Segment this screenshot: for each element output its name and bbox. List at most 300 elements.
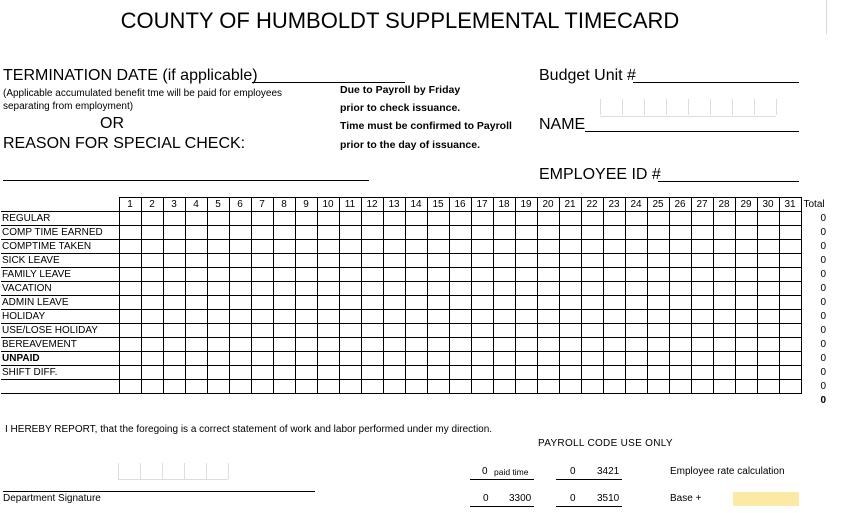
- hours-cell-day-4[interactable]: [185, 240, 207, 254]
- hours-cell-day-14[interactable]: [405, 282, 427, 296]
- hours-cell-day-23[interactable]: [603, 296, 625, 310]
- hours-cell-day-30[interactable]: [757, 254, 779, 268]
- hours-cell-day-11[interactable]: [339, 296, 361, 310]
- hours-cell-day-3[interactable]: [163, 352, 185, 366]
- hours-cell-day-6[interactable]: [229, 366, 251, 380]
- hours-cell-day-27[interactable]: [691, 380, 713, 394]
- hours-cell-day-3[interactable]: [163, 338, 185, 352]
- hours-cell-day-29[interactable]: [735, 380, 757, 394]
- hours-cell-day-26[interactable]: [669, 226, 691, 240]
- hours-cell-day-25[interactable]: [647, 212, 669, 226]
- hours-cell-day-16[interactable]: [449, 310, 471, 324]
- hours-cell-day-15[interactable]: [427, 240, 449, 254]
- hours-cell-day-6[interactable]: [229, 310, 251, 324]
- budget-unit-field[interactable]: [633, 67, 799, 83]
- hours-cell-day-8[interactable]: [273, 338, 295, 352]
- hours-cell-day-18[interactable]: [493, 310, 515, 324]
- hours-cell-day-19[interactable]: [515, 310, 537, 324]
- hours-cell-day-3[interactable]: [163, 380, 185, 394]
- hours-cell-day-8[interactable]: [273, 212, 295, 226]
- hours-cell-day-10[interactable]: [317, 226, 339, 240]
- hours-cell-day-17[interactable]: [471, 240, 493, 254]
- hours-cell-day-20[interactable]: [537, 254, 559, 268]
- hours-cell-day-8[interactable]: [273, 380, 295, 394]
- hours-cell-day-6[interactable]: [229, 212, 251, 226]
- hours-cell-day-21[interactable]: [559, 324, 581, 338]
- hours-cell-day-21[interactable]: [559, 296, 581, 310]
- hours-cell-day-29[interactable]: [735, 254, 757, 268]
- hours-cell-day-7[interactable]: [251, 226, 273, 240]
- hours-cell-day-6[interactable]: [229, 338, 251, 352]
- hours-cell-day-11[interactable]: [339, 282, 361, 296]
- hours-cell-day-28[interactable]: [713, 282, 735, 296]
- hours-cell-day-31[interactable]: [779, 226, 801, 240]
- hours-cell-day-28[interactable]: [713, 324, 735, 338]
- hours-cell-day-7[interactable]: [251, 366, 273, 380]
- hours-cell-day-22[interactable]: [581, 226, 603, 240]
- employee-id-field[interactable]: [658, 166, 799, 182]
- hours-cell-day-10[interactable]: [317, 352, 339, 366]
- hours-cell-day-3[interactable]: [163, 282, 185, 296]
- hours-cell-day-21[interactable]: [559, 366, 581, 380]
- hours-cell-day-21[interactable]: [559, 338, 581, 352]
- hours-cell-day-10[interactable]: [317, 310, 339, 324]
- hours-cell-day-21[interactable]: [559, 268, 581, 282]
- hours-cell-day-20[interactable]: [537, 324, 559, 338]
- hours-cell-day-29[interactable]: [735, 212, 757, 226]
- hours-cell-day-22[interactable]: [581, 268, 603, 282]
- hours-cell-day-6[interactable]: [229, 240, 251, 254]
- hours-cell-day-24[interactable]: [625, 380, 647, 394]
- hours-cell-day-2[interactable]: [141, 254, 163, 268]
- hours-cell-day-10[interactable]: [317, 338, 339, 352]
- hours-cell-day-31[interactable]: [779, 268, 801, 282]
- hours-cell-day-8[interactable]: [273, 296, 295, 310]
- hours-cell-day-24[interactable]: [625, 310, 647, 324]
- hours-cell-day-8[interactable]: [273, 240, 295, 254]
- hours-cell-day-23[interactable]: [603, 380, 625, 394]
- termination-date-field[interactable]: [252, 68, 405, 83]
- hours-cell-day-28[interactable]: [713, 296, 735, 310]
- hours-cell-day-3[interactable]: [163, 268, 185, 282]
- hours-cell-day-13[interactable]: [383, 296, 405, 310]
- hours-cell-day-29[interactable]: [735, 338, 757, 352]
- hours-cell-day-17[interactable]: [471, 254, 493, 268]
- hours-cell-day-14[interactable]: [405, 254, 427, 268]
- hours-cell-day-4[interactable]: [185, 212, 207, 226]
- hours-cell-day-9[interactable]: [295, 240, 317, 254]
- hours-cell-day-12[interactable]: [361, 352, 383, 366]
- hours-cell-day-25[interactable]: [647, 282, 669, 296]
- hours-cell-day-4[interactable]: [185, 324, 207, 338]
- hours-cell-day-9[interactable]: [295, 212, 317, 226]
- hours-cell-day-26[interactable]: [669, 310, 691, 324]
- hours-cell-day-14[interactable]: [405, 268, 427, 282]
- hours-cell-day-5[interactable]: [207, 380, 229, 394]
- hours-cell-day-28[interactable]: [713, 310, 735, 324]
- hours-cell-day-28[interactable]: [713, 352, 735, 366]
- hours-cell-day-13[interactable]: [383, 310, 405, 324]
- hours-cell-day-4[interactable]: [185, 310, 207, 324]
- hours-cell-day-7[interactable]: [251, 212, 273, 226]
- hours-cell-day-17[interactable]: [471, 296, 493, 310]
- hours-cell-day-16[interactable]: [449, 226, 471, 240]
- hours-cell-day-6[interactable]: [229, 268, 251, 282]
- hours-cell-day-15[interactable]: [427, 296, 449, 310]
- hours-cell-day-5[interactable]: [207, 352, 229, 366]
- hours-cell-day-11[interactable]: [339, 366, 361, 380]
- hours-cell-day-25[interactable]: [647, 380, 669, 394]
- hours-cell-day-15[interactable]: [427, 324, 449, 338]
- hours-cell-day-21[interactable]: [559, 380, 581, 394]
- hours-cell-day-23[interactable]: [603, 352, 625, 366]
- hours-cell-day-11[interactable]: [339, 240, 361, 254]
- hours-cell-day-30[interactable]: [757, 296, 779, 310]
- hours-cell-day-18[interactable]: [493, 254, 515, 268]
- hours-cell-day-17[interactable]: [471, 282, 493, 296]
- hours-cell-day-17[interactable]: [471, 226, 493, 240]
- hours-cell-day-15[interactable]: [427, 352, 449, 366]
- hours-cell-day-22[interactable]: [581, 366, 603, 380]
- hours-cell-day-13[interactable]: [383, 212, 405, 226]
- hours-cell-day-20[interactable]: [537, 296, 559, 310]
- hours-cell-day-5[interactable]: [207, 254, 229, 268]
- hours-cell-day-5[interactable]: [207, 338, 229, 352]
- hours-cell-day-13[interactable]: [383, 366, 405, 380]
- hours-cell-day-31[interactable]: [779, 254, 801, 268]
- hours-cell-day-14[interactable]: [405, 226, 427, 240]
- hours-cell-day-6[interactable]: [229, 324, 251, 338]
- hours-cell-day-19[interactable]: [515, 338, 537, 352]
- hours-cell-day-27[interactable]: [691, 240, 713, 254]
- hours-cell-day-1[interactable]: [119, 338, 141, 352]
- hours-cell-day-6[interactable]: [229, 226, 251, 240]
- hours-cell-day-27[interactable]: [691, 338, 713, 352]
- hours-cell-day-12[interactable]: [361, 226, 383, 240]
- hours-cell-day-24[interactable]: [625, 212, 647, 226]
- hours-cell-day-2[interactable]: [141, 366, 163, 380]
- hours-cell-day-19[interactable]: [515, 366, 537, 380]
- hours-cell-day-4[interactable]: [185, 282, 207, 296]
- hours-cell-day-28[interactable]: [713, 366, 735, 380]
- hours-cell-day-5[interactable]: [207, 226, 229, 240]
- hours-cell-day-22[interactable]: [581, 254, 603, 268]
- hours-cell-day-5[interactable]: [207, 324, 229, 338]
- hours-cell-day-10[interactable]: [317, 268, 339, 282]
- hours-cell-day-22[interactable]: [581, 380, 603, 394]
- hours-cell-day-29[interactable]: [735, 240, 757, 254]
- hours-cell-day-22[interactable]: [581, 282, 603, 296]
- hours-cell-day-9[interactable]: [295, 352, 317, 366]
- hours-cell-day-5[interactable]: [207, 268, 229, 282]
- hours-cell-day-25[interactable]: [647, 366, 669, 380]
- hours-cell-day-12[interactable]: [361, 296, 383, 310]
- hours-cell-day-24[interactable]: [625, 226, 647, 240]
- hours-cell-day-16[interactable]: [449, 282, 471, 296]
- hours-cell-day-1[interactable]: [119, 282, 141, 296]
- signature-field[interactable]: [3, 478, 315, 492]
- hours-cell-day-25[interactable]: [647, 240, 669, 254]
- hours-cell-day-22[interactable]: [581, 352, 603, 366]
- hours-cell-day-28[interactable]: [713, 254, 735, 268]
- hours-cell-day-20[interactable]: [537, 352, 559, 366]
- hours-cell-day-4[interactable]: [185, 296, 207, 310]
- hours-cell-day-20[interactable]: [537, 366, 559, 380]
- hours-cell-day-8[interactable]: [273, 254, 295, 268]
- hours-cell-day-10[interactable]: [317, 282, 339, 296]
- hours-cell-day-20[interactable]: [537, 212, 559, 226]
- hours-cell-day-8[interactable]: [273, 352, 295, 366]
- hours-cell-day-17[interactable]: [471, 380, 493, 394]
- hours-cell-day-1[interactable]: [119, 212, 141, 226]
- hours-cell-day-2[interactable]: [141, 226, 163, 240]
- hours-cell-day-24[interactable]: [625, 366, 647, 380]
- hours-cell-day-30[interactable]: [757, 366, 779, 380]
- hours-cell-day-18[interactable]: [493, 380, 515, 394]
- hours-cell-day-24[interactable]: [625, 352, 647, 366]
- hours-cell-day-15[interactable]: [427, 282, 449, 296]
- hours-cell-day-29[interactable]: [735, 310, 757, 324]
- hours-cell-day-25[interactable]: [647, 254, 669, 268]
- hours-cell-day-18[interactable]: [493, 352, 515, 366]
- hours-cell-day-10[interactable]: [317, 254, 339, 268]
- hours-cell-day-17[interactable]: [471, 338, 493, 352]
- hours-cell-day-19[interactable]: [515, 254, 537, 268]
- hours-cell-day-18[interactable]: [493, 296, 515, 310]
- hours-cell-day-31[interactable]: [779, 338, 801, 352]
- hours-cell-day-11[interactable]: [339, 324, 361, 338]
- hours-cell-day-12[interactable]: [361, 282, 383, 296]
- hours-cell-day-31[interactable]: [779, 380, 801, 394]
- hours-cell-day-8[interactable]: [273, 366, 295, 380]
- hours-cell-day-30[interactable]: [757, 240, 779, 254]
- hours-cell-day-10[interactable]: [317, 380, 339, 394]
- hours-cell-day-2[interactable]: [141, 380, 163, 394]
- hours-cell-day-1[interactable]: [119, 296, 141, 310]
- hours-cell-day-5[interactable]: [207, 282, 229, 296]
- hours-cell-day-16[interactable]: [449, 268, 471, 282]
- hours-cell-day-26[interactable]: [669, 296, 691, 310]
- hours-cell-day-19[interactable]: [515, 282, 537, 296]
- hours-cell-day-10[interactable]: [317, 296, 339, 310]
- hours-cell-day-4[interactable]: [185, 226, 207, 240]
- hours-cell-day-8[interactable]: [273, 282, 295, 296]
- hours-cell-day-11[interactable]: [339, 254, 361, 268]
- hours-cell-day-14[interactable]: [405, 352, 427, 366]
- hours-cell-day-17[interactable]: [471, 310, 493, 324]
- hours-cell-day-3[interactable]: [163, 324, 185, 338]
- hours-cell-day-16[interactable]: [449, 212, 471, 226]
- hours-cell-day-29[interactable]: [735, 282, 757, 296]
- hours-cell-day-17[interactable]: [471, 324, 493, 338]
- hours-cell-day-7[interactable]: [251, 282, 273, 296]
- hours-cell-day-14[interactable]: [405, 212, 427, 226]
- hours-cell-day-1[interactable]: [119, 310, 141, 324]
- hours-cell-day-13[interactable]: [383, 338, 405, 352]
- hours-cell-day-16[interactable]: [449, 240, 471, 254]
- hours-cell-day-7[interactable]: [251, 380, 273, 394]
- hours-cell-day-7[interactable]: [251, 268, 273, 282]
- hours-cell-day-12[interactable]: [361, 338, 383, 352]
- hours-cell-day-6[interactable]: [229, 380, 251, 394]
- hours-cell-day-6[interactable]: [229, 282, 251, 296]
- hours-cell-day-29[interactable]: [735, 268, 757, 282]
- hours-cell-day-16[interactable]: [449, 352, 471, 366]
- hours-cell-day-21[interactable]: [559, 240, 581, 254]
- hours-cell-day-28[interactable]: [713, 212, 735, 226]
- hours-cell-day-24[interactable]: [625, 296, 647, 310]
- hours-cell-day-25[interactable]: [647, 268, 669, 282]
- hours-cell-day-25[interactable]: [647, 226, 669, 240]
- hours-cell-day-12[interactable]: [361, 212, 383, 226]
- hours-cell-day-20[interactable]: [537, 240, 559, 254]
- hours-cell-day-13[interactable]: [383, 282, 405, 296]
- hours-cell-day-19[interactable]: [515, 352, 537, 366]
- hours-cell-day-16[interactable]: [449, 380, 471, 394]
- hours-cell-day-24[interactable]: [625, 282, 647, 296]
- hours-cell-day-9[interactable]: [295, 254, 317, 268]
- hours-cell-day-27[interactable]: [691, 226, 713, 240]
- hours-cell-day-13[interactable]: [383, 380, 405, 394]
- hours-cell-day-5[interactable]: [207, 296, 229, 310]
- hours-cell-day-12[interactable]: [361, 254, 383, 268]
- hours-cell-day-1[interactable]: [119, 366, 141, 380]
- hours-cell-day-24[interactable]: [625, 240, 647, 254]
- hours-cell-day-30[interactable]: [757, 282, 779, 296]
- hours-cell-day-13[interactable]: [383, 268, 405, 282]
- hours-cell-day-25[interactable]: [647, 310, 669, 324]
- hours-cell-day-22[interactable]: [581, 338, 603, 352]
- hours-cell-day-5[interactable]: [207, 310, 229, 324]
- hours-cell-day-9[interactable]: [295, 282, 317, 296]
- hours-cell-day-15[interactable]: [427, 338, 449, 352]
- hours-cell-day-14[interactable]: [405, 240, 427, 254]
- hours-cell-day-29[interactable]: [735, 296, 757, 310]
- hours-cell-day-10[interactable]: [317, 366, 339, 380]
- hours-cell-day-21[interactable]: [559, 226, 581, 240]
- hours-cell-day-26[interactable]: [669, 254, 691, 268]
- hours-cell-day-21[interactable]: [559, 352, 581, 366]
- hours-cell-day-14[interactable]: [405, 366, 427, 380]
- hours-cell-day-11[interactable]: [339, 226, 361, 240]
- hours-cell-day-26[interactable]: [669, 324, 691, 338]
- hours-cell-day-11[interactable]: [339, 352, 361, 366]
- hours-cell-day-31[interactable]: [779, 310, 801, 324]
- hours-cell-day-2[interactable]: [141, 240, 163, 254]
- hours-cell-day-29[interactable]: [735, 324, 757, 338]
- hours-cell-day-23[interactable]: [603, 254, 625, 268]
- hours-cell-day-12[interactable]: [361, 240, 383, 254]
- hours-cell-day-31[interactable]: [779, 212, 801, 226]
- hours-cell-day-16[interactable]: [449, 338, 471, 352]
- hours-cell-day-4[interactable]: [185, 366, 207, 380]
- hours-cell-day-26[interactable]: [669, 282, 691, 296]
- hours-cell-day-15[interactable]: [427, 212, 449, 226]
- hours-cell-day-18[interactable]: [493, 226, 515, 240]
- hours-cell-day-14[interactable]: [405, 380, 427, 394]
- hours-cell-day-3[interactable]: [163, 296, 185, 310]
- hours-cell-day-26[interactable]: [669, 240, 691, 254]
- hours-cell-day-30[interactable]: [757, 338, 779, 352]
- hours-cell-day-9[interactable]: [295, 324, 317, 338]
- hours-cell-day-22[interactable]: [581, 240, 603, 254]
- hours-cell-day-7[interactable]: [251, 240, 273, 254]
- hours-cell-day-8[interactable]: [273, 310, 295, 324]
- hours-cell-day-18[interactable]: [493, 324, 515, 338]
- hours-cell-day-4[interactable]: [185, 268, 207, 282]
- hours-cell-day-2[interactable]: [141, 282, 163, 296]
- hours-cell-day-11[interactable]: [339, 310, 361, 324]
- hours-cell-day-2[interactable]: [141, 296, 163, 310]
- hours-cell-day-30[interactable]: [757, 324, 779, 338]
- hours-cell-day-19[interactable]: [515, 296, 537, 310]
- hours-cell-day-6[interactable]: [229, 296, 251, 310]
- hours-cell-day-21[interactable]: [559, 282, 581, 296]
- hours-cell-day-26[interactable]: [669, 366, 691, 380]
- hours-cell-day-29[interactable]: [735, 352, 757, 366]
- hours-cell-day-25[interactable]: [647, 324, 669, 338]
- hours-cell-day-22[interactable]: [581, 310, 603, 324]
- hours-cell-day-30[interactable]: [757, 310, 779, 324]
- hours-cell-day-11[interactable]: [339, 212, 361, 226]
- hours-cell-day-17[interactable]: [471, 268, 493, 282]
- hours-cell-day-13[interactable]: [383, 254, 405, 268]
- hours-cell-day-14[interactable]: [405, 310, 427, 324]
- hours-cell-day-28[interactable]: [713, 380, 735, 394]
- hours-cell-day-22[interactable]: [581, 296, 603, 310]
- hours-cell-day-13[interactable]: [383, 240, 405, 254]
- hours-cell-day-15[interactable]: [427, 380, 449, 394]
- hours-cell-day-7[interactable]: [251, 338, 273, 352]
- hours-cell-day-2[interactable]: [141, 324, 163, 338]
- hours-cell-day-31[interactable]: [779, 366, 801, 380]
- hours-cell-day-8[interactable]: [273, 268, 295, 282]
- hours-cell-day-20[interactable]: [537, 282, 559, 296]
- hours-cell-day-24[interactable]: [625, 268, 647, 282]
- hours-cell-day-20[interactable]: [537, 268, 559, 282]
- hours-cell-day-26[interactable]: [669, 338, 691, 352]
- hours-cell-day-19[interactable]: [515, 226, 537, 240]
- hours-cell-day-21[interactable]: [559, 212, 581, 226]
- hours-cell-day-4[interactable]: [185, 352, 207, 366]
- hours-cell-day-21[interactable]: [559, 310, 581, 324]
- hours-cell-day-9[interactable]: [295, 380, 317, 394]
- hours-cell-day-23[interactable]: [603, 338, 625, 352]
- hours-cell-day-12[interactable]: [361, 310, 383, 324]
- hours-cell-day-27[interactable]: [691, 366, 713, 380]
- hours-cell-day-7[interactable]: [251, 310, 273, 324]
- hours-cell-day-30[interactable]: [757, 226, 779, 240]
- hours-cell-day-7[interactable]: [251, 324, 273, 338]
- hours-cell-day-1[interactable]: [119, 352, 141, 366]
- hours-cell-day-12[interactable]: [361, 366, 383, 380]
- hours-cell-day-31[interactable]: [779, 282, 801, 296]
- hours-cell-day-30[interactable]: [757, 352, 779, 366]
- hours-cell-day-3[interactable]: [163, 212, 185, 226]
- hours-cell-day-20[interactable]: [537, 226, 559, 240]
- hours-cell-day-31[interactable]: [779, 352, 801, 366]
- hours-cell-day-6[interactable]: [229, 352, 251, 366]
- hours-cell-day-15[interactable]: [427, 226, 449, 240]
- hours-cell-day-23[interactable]: [603, 282, 625, 296]
- hours-cell-day-30[interactable]: [757, 268, 779, 282]
- hours-cell-day-1[interactable]: [119, 324, 141, 338]
- hours-cell-day-22[interactable]: [581, 212, 603, 226]
- hours-cell-day-24[interactable]: [625, 324, 647, 338]
- hours-cell-day-31[interactable]: [779, 296, 801, 310]
- hours-cell-day-27[interactable]: [691, 324, 713, 338]
- hours-cell-day-4[interactable]: [185, 254, 207, 268]
